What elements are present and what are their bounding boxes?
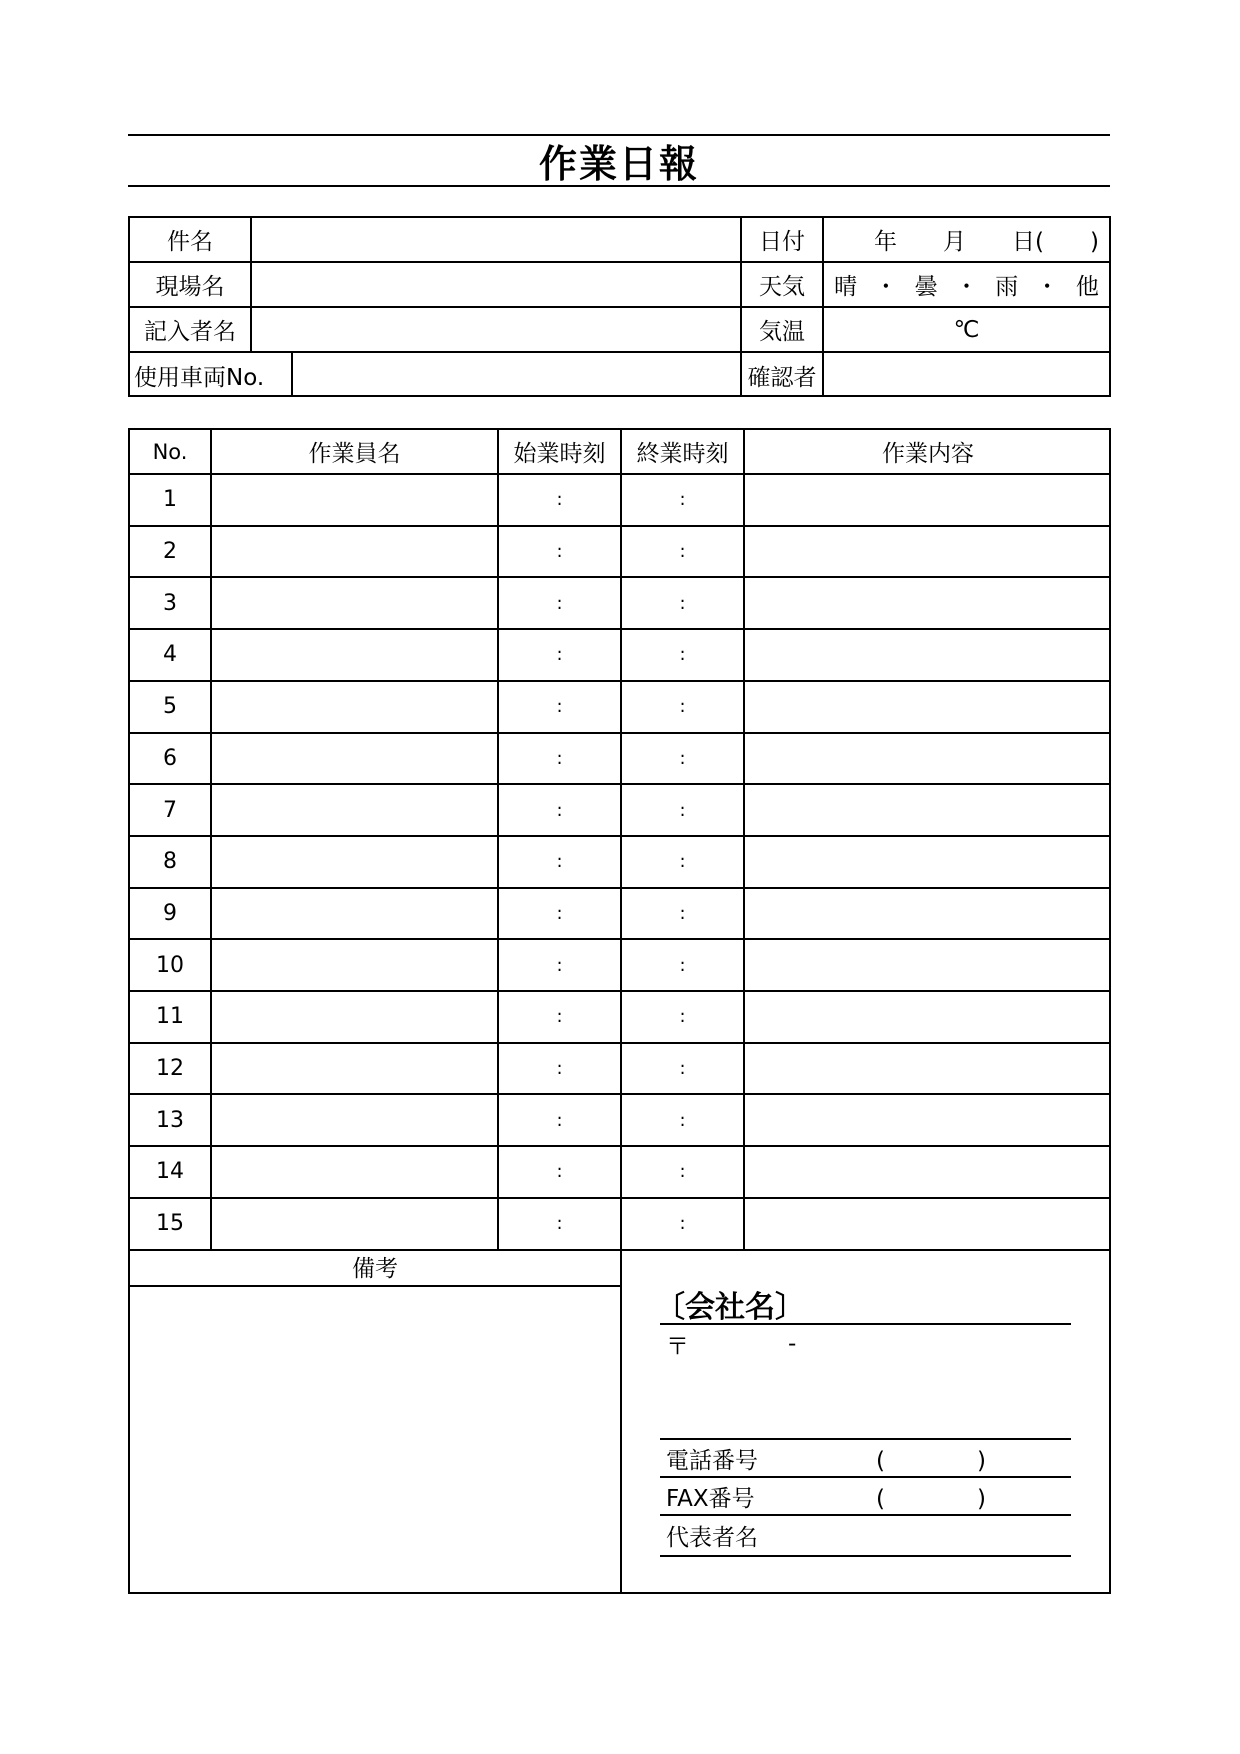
work-content-cell[interactable] — [745, 837, 1111, 887]
column-header: 始業時刻 — [513, 441, 606, 467]
worker-name-cell[interactable] — [212, 1095, 497, 1145]
end-time-cell[interactable]: : — [679, 747, 686, 769]
row-number: 9 — [163, 900, 177, 926]
vehicle-field[interactable] — [293, 353, 740, 397]
row-number: 6 — [163, 745, 177, 771]
start-time-cell[interactable]: : — [556, 592, 563, 614]
end-time-cell[interactable]: : — [679, 902, 686, 924]
worker-name-cell[interactable] — [212, 940, 497, 990]
start-time-cell[interactable]: : — [556, 902, 563, 924]
row-number: 8 — [163, 849, 177, 875]
row-number: 11 — [156, 1004, 184, 1030]
start-time-cell[interactable]: : — [556, 1058, 563, 1080]
end-time-cell[interactable]: : — [679, 1006, 686, 1028]
column-header: 作業員名 — [308, 441, 401, 467]
phone-field[interactable]: ( ) — [876, 1447, 986, 1474]
start-time-cell[interactable]: : — [556, 1161, 563, 1183]
phone-label: 電話番号 — [666, 1447, 758, 1474]
end-time-cell[interactable]: : — [679, 489, 686, 511]
work-content-cell[interactable] — [745, 527, 1111, 577]
worker-name-cell[interactable] — [212, 889, 497, 939]
start-time-cell[interactable]: : — [556, 1006, 563, 1028]
worker-name-cell[interactable] — [212, 682, 497, 732]
subject-field[interactable] — [252, 218, 740, 261]
end-time-cell[interactable]: : — [679, 644, 686, 666]
column-header: 終業時刻 — [636, 441, 729, 467]
subject-label: 件名 — [167, 229, 213, 255]
row-number: 4 — [163, 642, 177, 668]
column-header: No. — [152, 439, 188, 464]
postal-separator: - — [788, 1331, 797, 1357]
row-number: 10 — [156, 952, 184, 978]
representative-label: 代表者名 — [666, 1524, 758, 1551]
column-header: 作業内容 — [882, 441, 974, 467]
worker-name-cell[interactable] — [212, 578, 497, 628]
title-bottom-rule — [128, 185, 1110, 187]
weather-label: 天気 — [759, 274, 805, 300]
writer-field[interactable] — [252, 308, 740, 351]
work-content-cell[interactable] — [745, 578, 1111, 628]
row-number: 14 — [156, 1159, 184, 1185]
end-time-cell[interactable]: : — [679, 1161, 686, 1183]
work-content-cell[interactable] — [745, 889, 1111, 939]
end-time-cell[interactable]: : — [679, 592, 686, 614]
work-content-cell[interactable] — [745, 785, 1111, 835]
representative-field[interactable] — [790, 1516, 1071, 1554]
work-content-cell[interactable] — [745, 1044, 1111, 1094]
page-title: 作業日報 — [538, 141, 699, 186]
site-label: 現場名 — [155, 274, 225, 300]
row-number: 12 — [156, 1056, 184, 1082]
row-number: 2 — [163, 539, 177, 565]
row-number: 1 — [163, 487, 177, 513]
work-content-cell[interactable] — [745, 630, 1111, 680]
writer-label: 記入者名 — [144, 319, 236, 345]
weather-options[interactable]: 晴 ・ 曇 ・ 雨 ・ 他 — [834, 274, 1099, 300]
row-number: 13 — [156, 1107, 184, 1133]
end-time-cell[interactable]: : — [679, 799, 686, 821]
date-label: 日付 — [759, 229, 805, 255]
row-number: 3 — [163, 590, 177, 616]
end-time-cell[interactable]: : — [679, 954, 686, 976]
work-content-cell[interactable] — [745, 475, 1111, 525]
postal-mark: 〒 — [666, 1333, 689, 1360]
end-time-cell[interactable]: : — [679, 1213, 686, 1235]
vehicle-label: 使用車両No. — [134, 364, 265, 391]
row-number: 7 — [163, 797, 177, 823]
start-time-cell[interactable]: : — [556, 1109, 563, 1131]
worker-name-cell[interactable] — [212, 475, 497, 525]
end-time-cell[interactable]: : — [679, 1109, 686, 1131]
end-time-cell[interactable]: : — [679, 851, 686, 873]
start-time-cell[interactable]: : — [556, 644, 563, 666]
work-content-cell[interactable] — [745, 1199, 1111, 1249]
work-content-cell[interactable] — [745, 992, 1111, 1042]
temperature-label: 気温 — [759, 319, 805, 345]
fax-label: FAX番号 — [666, 1485, 755, 1512]
end-time-cell[interactable]: : — [679, 696, 686, 718]
start-time-cell[interactable]: : — [556, 489, 563, 511]
remarks-area[interactable] — [130, 1287, 620, 1592]
start-time-cell[interactable]: : — [556, 541, 563, 563]
work-content-cell[interactable] — [745, 940, 1111, 990]
work-content-cell[interactable] — [745, 1147, 1111, 1197]
worker-name-cell[interactable] — [212, 630, 497, 680]
address-field[interactable] — [660, 1362, 1071, 1437]
worker-name-cell[interactable] — [212, 785, 497, 835]
row-number: 5 — [163, 694, 177, 720]
end-time-cell[interactable]: : — [679, 1058, 686, 1080]
fax-field[interactable]: ( ) — [876, 1485, 986, 1512]
start-time-cell[interactable]: : — [556, 1213, 563, 1235]
worker-name-cell[interactable] — [212, 527, 497, 577]
work-content-cell[interactable] — [745, 682, 1111, 732]
worker-name-cell[interactable] — [212, 1199, 497, 1249]
date-field[interactable]: 年 月 日( ) — [874, 229, 1099, 255]
remarks-label: 備考 — [352, 1255, 398, 1282]
worker-name-cell[interactable] — [212, 1044, 497, 1094]
checker-label: 確認者 — [747, 364, 817, 391]
temperature-field[interactable]: ℃ — [953, 316, 980, 343]
worker-name-cell[interactable] — [212, 734, 497, 784]
company-name: 〔会社名〕 — [655, 1290, 805, 1325]
checker-field[interactable] — [824, 353, 1109, 397]
worker-name-cell[interactable] — [212, 992, 497, 1042]
worker-name-cell[interactable] — [212, 1147, 497, 1197]
work-content-cell[interactable] — [745, 734, 1111, 784]
start-time-cell[interactable]: : — [556, 799, 563, 821]
start-time-cell[interactable]: : — [556, 747, 563, 769]
start-time-cell[interactable]: : — [556, 696, 563, 718]
work-content-cell[interactable] — [745, 1095, 1111, 1145]
start-time-cell[interactable]: : — [556, 851, 563, 873]
worker-name-cell[interactable] — [212, 837, 497, 887]
site-field[interactable] — [252, 263, 740, 306]
end-time-cell[interactable]: : — [679, 541, 686, 563]
start-time-cell[interactable]: : — [556, 954, 563, 976]
row-number: 15 — [156, 1211, 184, 1237]
